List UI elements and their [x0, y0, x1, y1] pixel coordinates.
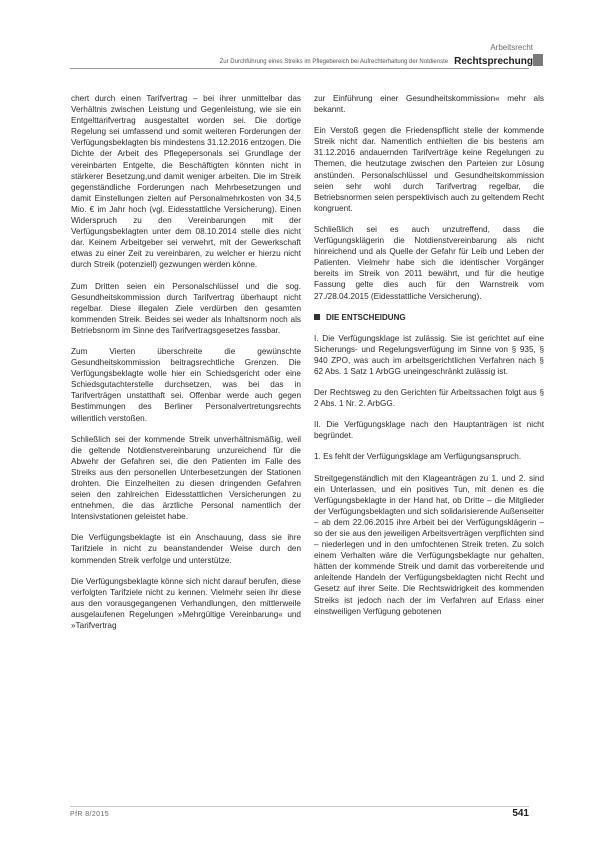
header-rubric: Rechtsprechung	[454, 56, 533, 67]
paragraph: Die Verfügungsbeklagte ist ein Anschauung, dass sie ihre Tarifziele in nicht zu beanstandender Weise durch den kommenden Streik verfolge und unterstütze.	[71, 533, 301, 565]
section-heading	[314, 312, 544, 323]
paragraph: II. Die Verfügungsklage nach den Hauptanträgen ist nicht begründet.	[314, 420, 544, 441]
footer-rule	[70, 806, 529, 807]
paragraph: chert durch einen Tarifvertrag – bei ihrer unmittelbar das Verhältnis zwischen Leistung und Gegenleistung, wie sie ein Entgelttarifvertrag ausgestaltet worden sei. Die dortige Regelung sei umfassend und somit weiteren Forderungen der Verfügungsbeklagten bis mindestens 31.12.2016 entzogen. Die Dichte der Arbeit des Pflegepersonals sei Grundlage der vereinbarten Entgelte, die Beschäftigten könnten nicht in stärkerer Besetzung,und damit weniger arbeiten. Die im Streik gegenständliche Forderungen nach Mehrbesetzungen und damit Einstellungen zielten auf Personalmehrkosten von 34,5 Mio. € im Jahr hoch (vgl. Eidesstattliche Versicherung). Einen Widerspruch zu den Vereinbarungen mit der Verfügungsbeklagten unter dem 08.10.2014 stelle dies nicht dar. Keinem Arbeitgeber sei verwehrt, mit der Gewerkschaft etwas zu einer Zeit zu vereinbaren, zu welcher er hierzu nicht durch Streik (potenziell) gezwungen werden könne.	[71, 94, 301, 270]
paragraph: Zum Vierten überschreite die gewünschte Gesundheitskommission beitragsrechtliche Grenzen. Die Verfügungsbeklagte wolle hier ein Schiedsgericht oder eine Schiedsgutachterstelle durchsetzen, was bei das in Tarifverträgen unstatthaft sei. Offenbar werde auch gegen Bestimmungen des Berliner Personalvertretungsrechts willentlich verstoßen.	[71, 346, 301, 423]
header-rule	[70, 68, 529, 69]
paragraph: 1. Es fehlt der Verfügungsklage am Verfügungsanspruch.	[314, 452, 522, 462]
paragraph: Schließlich sei der kommende Streik unverhältnismäßig, weil die geltende Notdienstvereinbarung unzureichend für die Abwehr der Gefahren sei, die den Patienten im Falle des Streiks aus den personellen Unterbesetzungen der Stationen drohten. Die Einzelheiten zu diesen dringenden Gefahren seien den zahlreichen Eidesstattlichen Versicherungen zu entnehmen, die das ärztliche Personal namentlich der Intensivstationen geleistet habe.	[71, 434, 301, 522]
paragraph: zur Einführung einer Gesundheitskommission« mehr als bekannt.	[314, 94, 544, 115]
paragraph: Schließlich sei es auch unzutreffend, dass die Verfügungsklägerin die Notdienstvereinbarung als nicht hinreichend und als Quelle der Gefahr für Leib und Leben der Patienten. Vielmehr habe sich die identischer Vorgänger bereits im Streik von 2011 bewährt, und für die heutige Fassung gelte dies auch für den Warnstreik vom 27./28.04.2015 (Eidesstattliche Versicherung).	[314, 224, 544, 301]
paragraph: Der Rechtsweg zu den Gerichten für Arbeitssachen folgt aus § 2 Abs. 1 Nr. 2. ArbGG.	[314, 388, 544, 409]
section-heading-text: DIE ENTSCHEIDUNG	[326, 312, 406, 322]
header-subtitle: Zur Durchführung eines Streiks im Pflegebereich bei Aufrechterhaltung der Notdienste	[219, 58, 449, 65]
paragraph: Streitgegenständlich mit den Klageanträgen zu 1. und 2. sind ein Unterlassen, und ein positives Tun, mit denen es die Verfügungsbeklagte in der Hand hat, ob Dritte – die Mitglieder der Verfügungsbeklagten und sich solidarisierende Außenseiter – ab dem 22.06.2015 ihre Arbeit bei der Verfügungsklägerin – so der sie aus den jeweiligen Arbeitsverträgen verpflichten sind – niederlegen und in den umfochtenen Streik treten. Zu solch einem Verhalten wäre die Verfügungsbeklagte nur gehalten, hätten der kommende Streik und damit das vorbereitende und anleitende Handeln der Verfügungsbeklagten nicht Recht und Gesetz auf ihrer Seite. Die Rechtswidrigkeit des kommenden Streiks ist jedoch nach der im Verfahren auf Erlass einer einstweiligen Verfügung gebotenen	[314, 473, 544, 616]
right-column	[314, 93, 544, 627]
header-section-label: Arbeitsrecht	[490, 43, 533, 52]
paragraph: Die Verfügungsbeklagte könne sich nicht darauf berufen, diese verfolgten Tarifziele nicht zu kennen. Vielmehr seien ihr diese aus den vorausgegangenen Verhandlungen, den mittlerweile ausgelaufenen Regelungen »Mehrgültige Vereinbarung« und »Tarifvertrag	[71, 576, 301, 631]
paragraph: Ein Verstoß gegen die Friedenspflicht stelle der kommende Streik nicht dar. Namentlich enthielten die bis bestens am 31.12.2016 andauernden Tarifverträge keine Regelungen zu Themen, die heutzutage zwischen den Parteien zur Lösung anstünden. Personalschlüssel und Gesundheitskommission seien sehr wohl durch Tarifvertrag regelbar, die Betriebsnormen seien perspektivisch auch zu geltendem Recht kongruent.	[314, 126, 544, 213]
left-column	[71, 93, 301, 641]
header-marker-box	[533, 54, 543, 66]
footer-journal: PfR 8/2015	[70, 811, 110, 818]
header-line	[180, 56, 533, 67]
paragraph: Zum Dritten seien ein Personalschlüssel und die sog. Gesundheitskommission durch Tarifvertrag überhaupt nicht regelbar. Diese illegalen Ziele verdürben den gesamten kommenden Streik. Beides sei weder als Inhaltsnorm noch als Betriebsnorm im Sinne des Tarifvertragsgesetzes fassbar.	[71, 281, 301, 335]
page-number: 541	[512, 808, 529, 819]
paragraph: I. Die Verfügungsklage ist zulässig. Sie ist gerichtet auf eine Sicherungs- und Regelungsverfügung im Sinne von § 935, § 940 ZPO, was auch im arbeitsgerichtlichen Verfahren nach § 62 Abs. 1 Satz 1 ArbGG uneingeschränkt zulässig ist.	[314, 333, 544, 376]
square-bullet-icon	[314, 314, 320, 320]
